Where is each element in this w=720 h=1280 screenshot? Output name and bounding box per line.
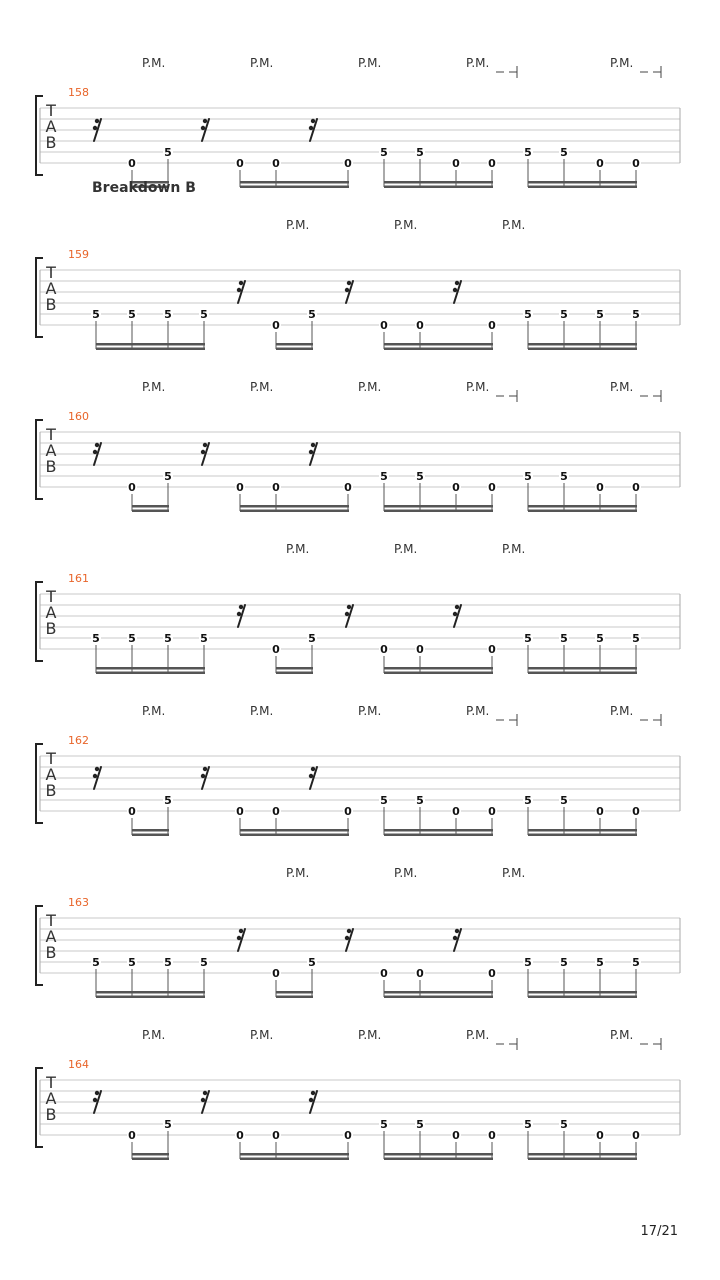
fret-number: 5 (92, 632, 100, 645)
beam-secondary (240, 834, 349, 837)
fret-number: 0 (272, 967, 280, 980)
measure-number: 158 (68, 86, 89, 99)
fret-number: 5 (92, 308, 100, 321)
fret-number: 0 (416, 967, 424, 980)
fret-number: 5 (164, 308, 172, 321)
beam-secondary (384, 996, 493, 999)
palm-mute-label: P.M. (250, 380, 274, 394)
palm-mute-label: P.M. (250, 56, 274, 70)
tab-system (36, 704, 680, 836)
tab-system (36, 1028, 680, 1160)
fret-number: 0 (380, 643, 388, 656)
fret-number: 0 (488, 805, 496, 818)
beam-primary (276, 343, 313, 346)
fret-number: 0 (488, 157, 496, 170)
fret-number: 5 (524, 794, 532, 807)
beam-primary (276, 667, 313, 670)
palm-mute-label: P.M. (286, 542, 310, 556)
fret-number: 0 (596, 481, 604, 494)
tab-system (36, 56, 680, 188)
beam-secondary (276, 996, 313, 999)
fret-number: 5 (308, 632, 316, 645)
fret-number: 5 (524, 632, 532, 645)
palm-mute-label: P.M. (142, 56, 166, 70)
fret-number: 0 (236, 481, 244, 494)
fret-number: 0 (344, 805, 352, 818)
beam-secondary (528, 348, 637, 351)
beam-secondary (276, 348, 313, 351)
fret-number: 5 (164, 632, 172, 645)
beam-primary (240, 181, 349, 184)
palm-mute-label: P.M. (502, 542, 526, 556)
tab-clef-letter: B (45, 457, 57, 476)
palm-mute-label: P.M. (286, 218, 310, 232)
fret-number: 0 (632, 157, 640, 170)
fret-number: 5 (632, 632, 640, 645)
beam-secondary (384, 186, 493, 189)
beam-secondary (96, 348, 205, 351)
fret-number: 0 (452, 805, 460, 818)
fret-number: 0 (236, 157, 244, 170)
tab-clef-letter: T (46, 587, 56, 606)
fret-number: 5 (560, 308, 568, 321)
fret-number: 5 (560, 1118, 568, 1131)
tab-clef-letter: B (45, 1105, 57, 1124)
beam-primary (240, 505, 349, 508)
fret-number: 0 (344, 481, 352, 494)
beam-secondary (240, 1158, 349, 1161)
beam-secondary (240, 186, 349, 189)
palm-mute-label: P.M. (142, 380, 166, 394)
beam-primary (384, 991, 493, 994)
fret-number: 0 (416, 643, 424, 656)
fret-number: 0 (632, 481, 640, 494)
fret-number: 0 (128, 157, 136, 170)
fret-number: 5 (380, 146, 388, 159)
tab-clef-letter: B (45, 781, 57, 800)
beam-secondary (132, 1158, 169, 1161)
fret-number: 0 (128, 805, 136, 818)
fret-number: 5 (128, 308, 136, 321)
fret-number: 5 (596, 632, 604, 645)
tab-clef-letter: T (46, 263, 56, 282)
fret-number: 5 (524, 470, 532, 483)
fret-number: 5 (416, 470, 424, 483)
tab-system (36, 866, 680, 998)
beam-secondary (132, 510, 169, 513)
fret-number: 0 (488, 319, 496, 332)
tab-clef-letter: B (45, 133, 57, 152)
fret-number: 5 (632, 308, 640, 321)
beam-primary (276, 991, 313, 994)
tab-clef-letter: A (45, 603, 57, 622)
palm-mute-label: P.M. (358, 704, 382, 718)
beam-primary (528, 1153, 637, 1156)
beam-primary (132, 505, 169, 508)
beam-primary (384, 343, 493, 346)
fret-number: 0 (272, 643, 280, 656)
tab-clef-letter: B (45, 619, 57, 638)
beam-primary (384, 505, 493, 508)
beam-primary (96, 667, 205, 670)
tab-clef-letter: A (45, 927, 57, 946)
fret-number: 0 (488, 1129, 496, 1142)
fret-number: 5 (308, 308, 316, 321)
fret-number: 0 (128, 1129, 136, 1142)
beam-primary (384, 181, 493, 184)
beam-secondary (96, 672, 205, 675)
beam-primary (384, 829, 493, 832)
fret-number: 5 (128, 956, 136, 969)
fret-number: 5 (200, 956, 208, 969)
tab-clef-letter: T (46, 425, 56, 444)
fret-number: 5 (560, 632, 568, 645)
beam-primary (96, 991, 205, 994)
fret-number: 0 (452, 1129, 460, 1142)
beam-primary (528, 829, 637, 832)
fret-number: 5 (164, 794, 172, 807)
beam-secondary (384, 1158, 493, 1161)
measure-number: 159 (68, 248, 89, 261)
fret-number: 0 (344, 1129, 352, 1142)
beam-secondary (528, 186, 637, 189)
fret-number: 5 (560, 470, 568, 483)
beam-primary (384, 667, 493, 670)
tab-clef-letter: B (45, 943, 57, 962)
fret-number: 5 (164, 146, 172, 159)
fret-number: 5 (560, 146, 568, 159)
beam-secondary (276, 672, 313, 675)
fret-number: 5 (524, 146, 532, 159)
tab-clef-letter: B (45, 295, 57, 314)
palm-mute-label: P.M. (142, 704, 166, 718)
beam-primary (528, 505, 637, 508)
fret-number: 0 (452, 481, 460, 494)
fret-number: 0 (452, 157, 460, 170)
fret-number: 5 (416, 794, 424, 807)
palm-mute-label: P.M. (394, 218, 418, 232)
beam-secondary (240, 510, 349, 513)
tab-clef-letter: A (45, 279, 57, 298)
palm-mute-label: P.M. (502, 866, 526, 880)
beam-primary (96, 343, 205, 346)
fret-number: 5 (524, 956, 532, 969)
beam-secondary (528, 672, 637, 675)
fret-number: 5 (524, 1118, 532, 1131)
fret-number: 0 (488, 967, 496, 980)
palm-mute-label: P.M. (466, 1028, 490, 1042)
measure-number: 160 (68, 410, 89, 423)
fret-number: 0 (596, 1129, 604, 1142)
fret-number: 0 (128, 481, 136, 494)
fret-number: 5 (416, 146, 424, 159)
fret-number: 5 (596, 956, 604, 969)
fret-number: 0 (272, 481, 280, 494)
palm-mute-label: P.M. (358, 56, 382, 70)
fret-number: 0 (236, 805, 244, 818)
measure-number: 164 (68, 1058, 89, 1071)
beam-primary (384, 1153, 493, 1156)
fret-number: 0 (272, 805, 280, 818)
tab-system (36, 542, 680, 674)
tab-clef-letter: A (45, 1089, 57, 1108)
beam-primary (528, 991, 637, 994)
fret-number: 0 (488, 481, 496, 494)
beam-secondary (384, 834, 493, 837)
palm-mute-label: P.M. (610, 1028, 634, 1042)
fret-number: 0 (344, 157, 352, 170)
palm-mute-label: P.M. (502, 218, 526, 232)
palm-mute-label: P.M. (610, 380, 634, 394)
fret-number: 5 (524, 308, 532, 321)
fret-number: 0 (596, 805, 604, 818)
beam-primary (240, 829, 349, 832)
beam-primary (132, 1153, 169, 1156)
fret-number: 0 (596, 157, 604, 170)
fret-number: 5 (596, 308, 604, 321)
section-label: Breakdown B (92, 180, 196, 196)
beam-secondary (132, 834, 169, 837)
measure-number: 161 (68, 572, 89, 585)
palm-mute-label: P.M. (250, 704, 274, 718)
palm-mute-label: P.M. (610, 56, 634, 70)
beam-secondary (384, 510, 493, 513)
palm-mute-label: P.M. (358, 1028, 382, 1042)
fret-number: 0 (632, 1129, 640, 1142)
palm-mute-label: P.M. (142, 1028, 166, 1042)
fret-number: 5 (164, 470, 172, 483)
beam-secondary (384, 672, 493, 675)
tab-system (36, 180, 680, 350)
measure-number: 162 (68, 734, 89, 747)
fret-number: 5 (380, 794, 388, 807)
fret-number: 0 (236, 1129, 244, 1142)
fret-number: 0 (632, 805, 640, 818)
fret-number: 5 (416, 1118, 424, 1131)
palm-mute-label: P.M. (466, 380, 490, 394)
tab-clef-letter: T (46, 101, 56, 120)
beam-secondary (96, 996, 205, 999)
fret-number: 5 (128, 632, 136, 645)
tab-clef-letter: A (45, 441, 57, 460)
tab-clef-letter: T (46, 749, 56, 768)
beam-secondary (528, 1158, 637, 1161)
fret-number: 5 (560, 794, 568, 807)
fret-number: 5 (632, 956, 640, 969)
beam-secondary (528, 510, 637, 513)
tab-clef-letter: T (46, 1073, 56, 1092)
tab-clef-letter: T (46, 911, 56, 930)
fret-number: 5 (308, 956, 316, 969)
fret-number: 5 (380, 1118, 388, 1131)
fret-number: 0 (416, 319, 424, 332)
measure-number: 163 (68, 896, 89, 909)
fret-number: 0 (380, 319, 388, 332)
beam-primary (528, 667, 637, 670)
fret-number: 5 (164, 1118, 172, 1131)
palm-mute-label: P.M. (394, 542, 418, 556)
palm-mute-label: P.M. (358, 380, 382, 394)
fret-number: 0 (272, 319, 280, 332)
fret-number: 5 (200, 632, 208, 645)
fret-number: 5 (92, 956, 100, 969)
fret-number: 5 (200, 308, 208, 321)
fret-number: 0 (488, 643, 496, 656)
tab-clef-letter: A (45, 117, 57, 136)
tab-system (36, 380, 680, 512)
fret-number: 0 (380, 967, 388, 980)
palm-mute-label: P.M. (610, 704, 634, 718)
beam-primary (528, 181, 637, 184)
palm-mute-label: P.M. (466, 704, 490, 718)
palm-mute-label: P.M. (466, 56, 490, 70)
palm-mute-label: P.M. (394, 866, 418, 880)
fret-number: 0 (272, 157, 280, 170)
fret-number: 5 (380, 470, 388, 483)
palm-mute-label: P.M. (250, 1028, 274, 1042)
beam-primary (132, 829, 169, 832)
palm-mute-label: P.M. (286, 866, 310, 880)
tab-clef-letter: A (45, 765, 57, 784)
fret-number: 5 (560, 956, 568, 969)
beam-primary (240, 1153, 349, 1156)
fret-number: 5 (164, 956, 172, 969)
fret-number: 0 (272, 1129, 280, 1142)
beam-secondary (384, 348, 493, 351)
beam-secondary (528, 834, 637, 837)
beam-primary (528, 343, 637, 346)
page-number: 17/21 (640, 1224, 678, 1239)
beam-secondary (528, 996, 637, 999)
